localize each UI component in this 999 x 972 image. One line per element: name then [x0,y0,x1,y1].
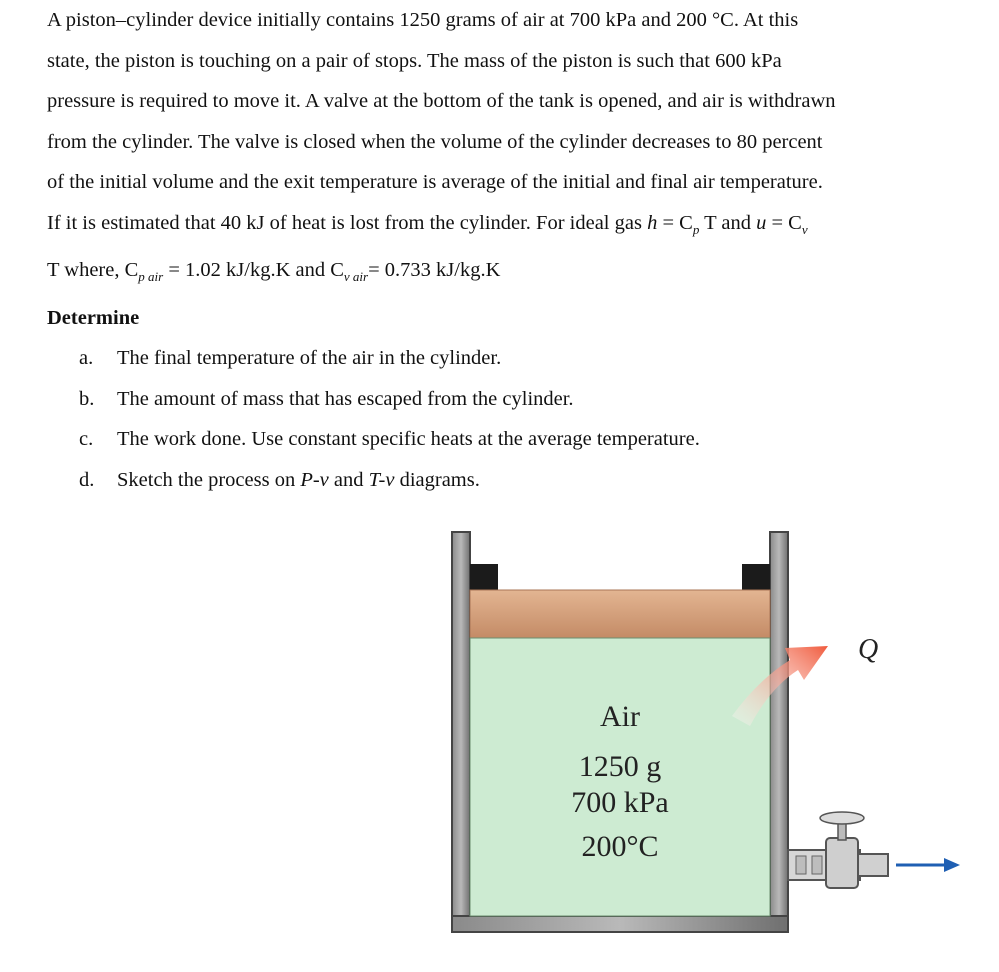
problem-line: A piston–cylinder device initially contains 1250 grams of air at 700 kPa and 200 °C. At this [47,9,799,31]
problem-line: of the initial volume and the exit temperature is average of the initial and final air temperature. [47,171,823,193]
problem-statement [47,0,937,500]
problem-line-specific-heats: T where, $C_{p air} = 1.02$ kJ/kg.K and $C_{v air}= 0.733$ kJ/kg.K [47,259,501,285]
temperature-label: 200°C [581,830,659,863]
outflow-arrow-icon [896,858,960,872]
problem-line-ideal-gas: If it is estimated that 40 kJ of heat is lost from the cylinder. For ideal gas $h = C_p$ T and $u = C_v$ [47,211,808,237]
problem-line: pressure is required to move it. A valve at the bottom of the tank is opened, and air is withdrawn [47,90,836,112]
problem-line: from the cylinder. The valve is closed when the volume of the cylinder decreases to 80 percent [47,130,823,153]
heat-label: Q [858,634,879,665]
cylinder-bottom-wall [452,916,788,932]
determine-heading: Determine [47,306,140,329]
question-list [47,338,937,500]
right-stop [742,564,770,590]
mass-label: 1250 g [578,750,662,783]
problem-line: state, the piston is touching on a pair of stops. The mass of the piston is such that 600 kPa [47,49,782,72]
piston [470,590,770,638]
cylinder-right-wall [770,532,788,932]
gas-label: Air [600,700,640,733]
pressure-label: 700 kPa [571,786,669,819]
cylinder-left-wall [452,532,470,932]
left-stop [470,564,498,590]
question-item: b. The amount of mass that has escaped from the cylinder. [79,387,574,410]
question-item: d. Sketch the process on P-v and T-v diagrams. [79,468,480,491]
question-item: c. The work done. Use constant specific heats at the average temperature. [79,428,700,451]
valve-icon [788,812,888,888]
piston-cylinder-figure [440,520,980,940]
question-item: a. The final temperature of the air in the cylinder. [79,347,502,370]
